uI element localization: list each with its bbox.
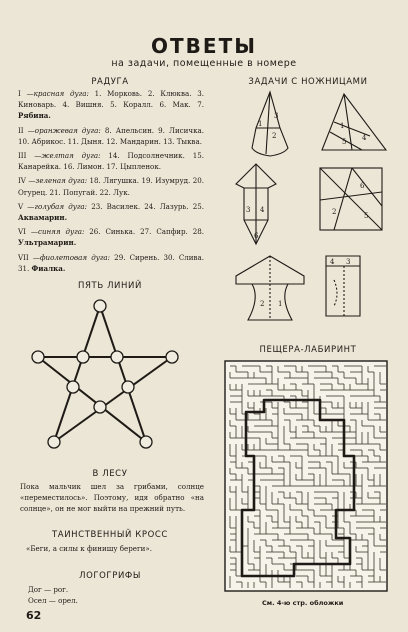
- arc-bold-word: Аквамарин.: [18, 213, 68, 223]
- raduga-line-2: [18, 125, 204, 147]
- square-dissection: [320, 168, 382, 230]
- arc-answers: 14. Подсолнечник. 15. Канарейка. 16. Лимон. 17. Цыпленок.: [18, 151, 204, 172]
- raduga-line-3: [18, 150, 204, 172]
- arc-name: красная дуга:: [33, 89, 89, 98]
- five-lines-star-diagram: [28, 294, 188, 454]
- point: [94, 300, 106, 312]
- arc-answers: 8. Апельсин. 9. Лисичка. 10. Абрикос. 11. Дыня. 12. Мандарин. 13. Тыква.: [18, 125, 204, 146]
- v-lesu-heading: В ЛЕСУ: [92, 469, 128, 479]
- piece-label: 3: [246, 206, 251, 214]
- arc-number: II —: [18, 125, 35, 135]
- arc-number: III —: [18, 151, 42, 161]
- arc-number: V —: [18, 201, 35, 211]
- piece-label: 1: [278, 300, 283, 308]
- cave-labyrinth-maze: [224, 360, 388, 592]
- arc-name: зеленая дуга:: [35, 176, 88, 186]
- piece-label: 5: [364, 212, 369, 220]
- raduga-line-7: [18, 252, 204, 274]
- point: [67, 381, 79, 393]
- point: [140, 436, 152, 448]
- arc-number: IV —: [18, 176, 36, 186]
- raduga-answers: [18, 88, 204, 274]
- piece-label: 5: [342, 138, 347, 146]
- logogrif-line: Дог — рог.: [28, 585, 69, 594]
- piece-label: 6: [360, 182, 365, 190]
- logogrify-heading: ЛОГОГРИФЫ: [79, 571, 141, 581]
- raduga-heading: РАДУГА: [91, 77, 129, 87]
- arc-name: голубая дуга:: [34, 201, 88, 211]
- pyat-liniy-heading: ПЯТЬ ЛИНИЙ: [78, 281, 142, 291]
- kross-heading: ТАИНСТВЕННЫЙ КРОСС: [52, 530, 168, 540]
- point: [48, 436, 60, 448]
- piece-label: 6: [254, 232, 259, 240]
- point: [111, 351, 123, 363]
- arc-number: VI —: [18, 227, 38, 237]
- point: [94, 401, 106, 413]
- piece-label: 2: [272, 132, 277, 140]
- arc-number: I —: [18, 89, 34, 98]
- piece-label: 3: [274, 112, 279, 120]
- point: [166, 351, 178, 363]
- piece-label: 2: [260, 300, 265, 308]
- piece-label: 2: [332, 208, 337, 216]
- raduga-line-5: [18, 201, 204, 223]
- star-lines: [38, 306, 172, 442]
- arc-answers: 1. Морковь. 2. Клюква. 3. Киноварь. 4. Вишня. 5. Коралл. 6. Мак. 7.: [18, 89, 204, 110]
- arc-answers: 26. Синька. 27. Сапфир. 28.: [84, 227, 205, 237]
- arc-bold-word: Ультрамарин.: [18, 238, 77, 248]
- scissors-diagrams: [222, 88, 402, 328]
- raduga-line-1: [18, 88, 204, 122]
- piece-label: 1: [340, 122, 345, 130]
- arc-name: синяя дуга:: [37, 227, 85, 237]
- logogrif-line: Осел — орел.: [28, 596, 78, 606]
- piece-label: 3: [346, 258, 351, 266]
- maze-border: [225, 361, 387, 591]
- piece-label: 1: [258, 120, 263, 128]
- page-subtitle: на задачи, помещенные в номере: [111, 58, 297, 69]
- raduga-line-6: [18, 226, 204, 248]
- page-title: ОТВЕТЫ: [151, 34, 257, 58]
- piece-label: 4: [362, 134, 367, 142]
- arc-name: желтая дуга:: [41, 151, 101, 161]
- mushroom-figure: [236, 256, 304, 320]
- arc-answers: 23. Василек. 24. Лазурь. 25.: [87, 201, 204, 211]
- arc-name: фиолетовая дуга:: [39, 252, 111, 262]
- point: [32, 351, 44, 363]
- point: [77, 351, 89, 363]
- point: [122, 381, 134, 393]
- page-number: 62: [26, 609, 42, 622]
- arc-answers: 29. Сирень. 30. Слива. 31.: [18, 252, 205, 273]
- triangle-dissection: [322, 94, 386, 150]
- arc-bold-word: Фиалка.: [31, 263, 66, 273]
- nozhnitsy-heading: ЗАДАЧИ С НОЖНИЦАМИ: [248, 77, 368, 87]
- peshchera-heading: ПЕЩЕРА-ЛАБИРИНТ: [259, 345, 357, 355]
- arc-name: оранжевая дуга:: [34, 125, 101, 135]
- raduga-line-4: [18, 175, 204, 197]
- maze-caption: См. 4-ю стр. обложки: [262, 599, 344, 607]
- kross-text: «Беги, а силы к финишу береги».: [26, 544, 152, 553]
- arc-number: VII —: [18, 252, 40, 262]
- piece-label: 4: [330, 258, 335, 266]
- v-lesu-text: Пока мальчик шел за грибами, солнце «переместилось». Поэтому, идя обратно «на солнце», он не мог выйти на прежний путь.: [20, 482, 204, 514]
- arc-answers: 18. Лягушка. 19. Изумруд. 20. Огурец. 21. Попугай. 22. Лук.: [18, 176, 204, 197]
- arc-bold-word: Рябина.: [18, 111, 51, 121]
- logogrify-list: [28, 584, 198, 606]
- piece-label: 4: [260, 206, 265, 214]
